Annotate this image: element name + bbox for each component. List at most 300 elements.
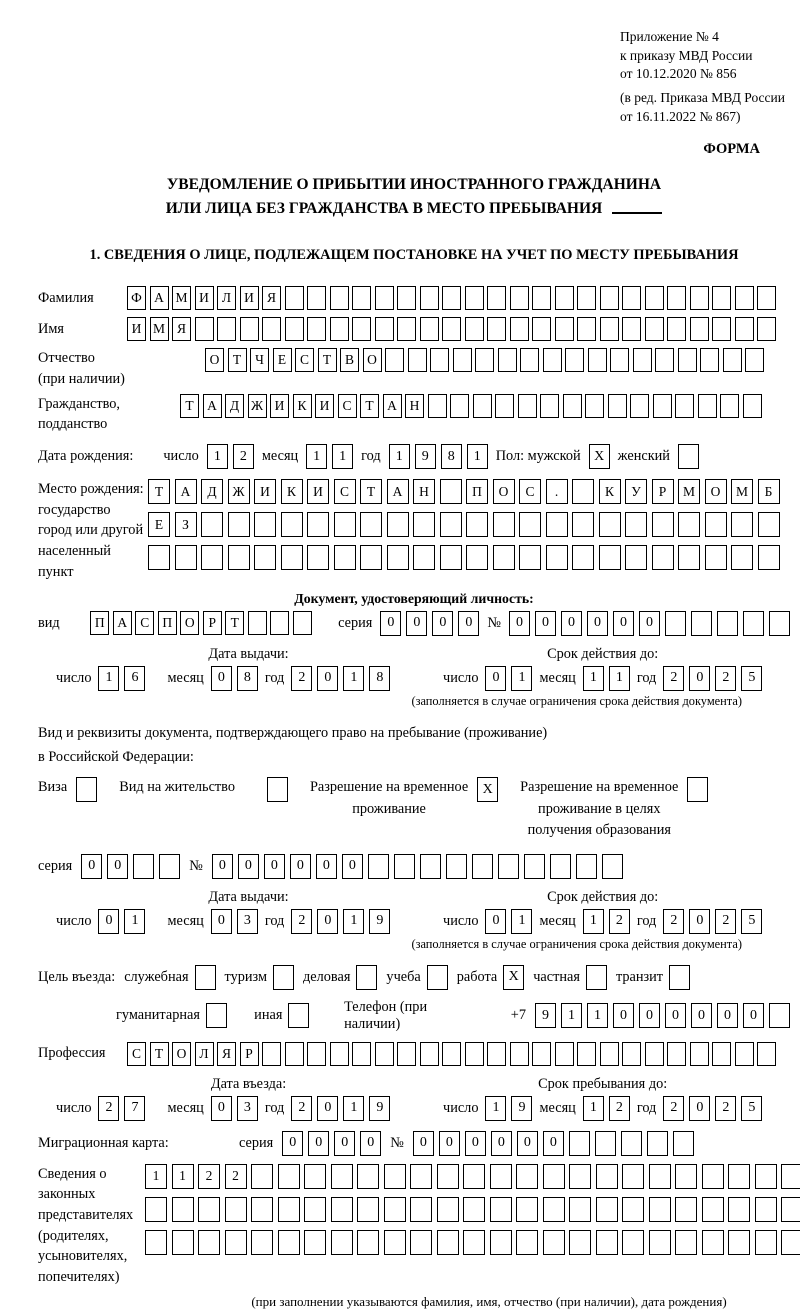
char-cell[interactable] [357,1230,379,1255]
stay-month-cells[interactable] [583,1096,630,1121]
char-cell[interactable] [410,1197,432,1222]
char-cell[interactable] [254,512,276,537]
char-cell[interactable] [543,1164,565,1189]
visa-checkbox[interactable] [76,777,97,802]
char-cell[interactable] [621,1131,642,1156]
char-cell[interactable] [440,545,462,570]
char-cell[interactable] [198,1230,220,1255]
char-cell[interactable]: 9 [511,1096,532,1121]
char-cell[interactable] [572,479,594,504]
char-cell[interactable] [532,1042,551,1066]
char-cell[interactable] [466,545,488,570]
char-cell[interactable]: П [158,611,177,635]
char-cell[interactable]: 3 [237,909,258,934]
char-cell[interactable]: 2 [291,909,312,934]
char-cell[interactable] [745,348,764,372]
char-cell[interactable] [285,286,304,310]
char-cell[interactable]: 0 [432,611,453,636]
char-cell[interactable] [678,512,700,537]
char-cell[interactable]: 2 [609,1096,630,1121]
char-cell[interactable] [228,545,250,570]
char-cell[interactable]: 3 [237,1096,258,1121]
char-cell[interactable]: П [466,479,488,504]
char-cell[interactable]: 0 [308,1131,329,1156]
char-cell[interactable] [356,965,377,990]
char-cell[interactable] [769,611,790,636]
representatives-cells-row1[interactable] [145,1164,800,1189]
char-cell[interactable]: Н [413,479,435,504]
char-cell[interactable] [387,512,409,537]
char-cell[interactable] [622,1197,644,1222]
char-cell[interactable] [569,1131,590,1156]
char-cell[interactable] [705,545,727,570]
char-cell[interactable] [758,512,780,537]
char-cell[interactable] [510,286,529,310]
char-cell[interactable] [487,1042,506,1066]
char-cell[interactable] [217,317,236,341]
sex-male-checkbox[interactable] [589,444,610,469]
char-cell[interactable]: Р [203,611,222,635]
purpose-chastnaya-checkbox[interactable] [586,965,607,990]
char-cell[interactable] [586,965,607,990]
char-cell[interactable] [397,286,416,310]
char-cell[interactable] [743,611,764,636]
residence-valid-month-cells[interactable] [583,909,630,934]
char-cell[interactable] [675,1164,697,1189]
char-cell[interactable] [665,611,686,636]
doc-number-cells[interactable] [509,611,790,636]
char-cell[interactable] [712,286,731,310]
char-cell[interactable] [723,348,742,372]
char-cell[interactable]: А [150,286,169,310]
char-cell[interactable]: Р [240,1042,259,1066]
entry-year-cells[interactable] [291,1096,390,1121]
char-cell[interactable] [705,512,727,537]
char-cell[interactable] [442,317,461,341]
char-cell[interactable] [420,1042,439,1066]
char-cell[interactable] [599,545,621,570]
char-cell[interactable]: 0 [743,1003,764,1028]
doc-kind-cells[interactable] [90,611,312,635]
char-cell[interactable] [518,394,537,418]
char-cell[interactable] [673,1131,694,1156]
char-cell[interactable] [410,1164,432,1189]
char-cell[interactable] [698,394,717,418]
char-cell[interactable] [248,611,267,635]
char-cell[interactable] [330,1042,349,1066]
identity-issue-month-cells[interactable] [211,666,258,691]
char-cell[interactable]: 0 [360,1131,381,1156]
char-cell[interactable] [262,317,281,341]
birth-place-cells-row2[interactable] [148,512,780,537]
birth-month-cells[interactable] [306,444,353,469]
char-cell[interactable] [201,512,223,537]
char-cell[interactable]: 0 [689,666,710,691]
char-cell[interactable] [622,1230,644,1255]
char-cell[interactable]: 0 [81,854,102,879]
char-cell[interactable] [585,394,604,418]
char-cell[interactable] [675,1230,697,1255]
edu-permit-checkbox[interactable] [687,777,708,802]
char-cell[interactable]: 9 [369,1096,390,1121]
residence-valid-year-cells[interactable] [663,909,762,934]
char-cell[interactable]: 0 [290,854,311,879]
char-cell[interactable]: 1 [172,1164,194,1189]
char-cell[interactable]: И [195,286,214,310]
char-cell[interactable] [569,1230,591,1255]
char-cell[interactable]: 1 [343,909,364,934]
char-cell[interactable]: С [519,479,541,504]
char-cell[interactable] [510,317,529,341]
char-cell[interactable]: 1 [583,1096,604,1121]
char-cell[interactable] [225,1197,247,1222]
char-cell[interactable]: 0 [689,1096,710,1121]
char-cell[interactable] [437,1164,459,1189]
char-cell[interactable] [493,545,515,570]
char-cell[interactable] [397,317,416,341]
profession-cells[interactable] [127,1042,776,1066]
char-cell[interactable]: Я [172,317,191,341]
char-cell[interactable] [728,1164,750,1189]
char-cell[interactable] [228,512,250,537]
char-cell[interactable] [625,545,647,570]
char-cell[interactable] [490,1164,512,1189]
char-cell[interactable] [720,394,739,418]
char-cell[interactable]: 1 [467,444,488,469]
char-cell[interactable] [334,545,356,570]
char-cell[interactable] [645,286,664,310]
char-cell[interactable]: Т [150,1042,169,1066]
given-name-cells[interactable] [127,317,776,341]
char-cell[interactable] [731,545,753,570]
char-cell[interactable] [569,1164,591,1189]
citizenship-cells[interactable] [180,394,762,418]
char-cell[interactable]: К [293,394,312,418]
char-cell[interactable] [596,1164,618,1189]
residence-valid-day-cells[interactable] [485,909,532,934]
residence-issue-month-cells[interactable] [211,909,258,934]
char-cell[interactable]: 0 [316,854,337,879]
char-cell[interactable]: О [205,348,224,372]
birth-day-cells[interactable] [207,444,254,469]
char-cell[interactable] [731,512,753,537]
char-cell[interactable] [519,545,541,570]
char-cell[interactable] [384,1164,406,1189]
char-cell[interactable] [543,1197,565,1222]
char-cell[interactable]: 0 [317,909,338,934]
char-cell[interactable]: 0 [613,1003,634,1028]
char-cell[interactable] [331,1197,353,1222]
char-cell[interactable] [285,1042,304,1066]
char-cell[interactable] [490,1197,512,1222]
stay-year-cells[interactable] [663,1096,762,1121]
char-cell[interactable] [251,1164,273,1189]
char-cell[interactable]: П [90,611,109,635]
char-cell[interactable] [543,348,562,372]
char-cell[interactable] [304,1164,326,1189]
char-cell[interactable]: 7 [124,1096,145,1121]
char-cell[interactable] [281,545,303,570]
char-cell[interactable] [281,512,303,537]
char-cell[interactable] [610,348,629,372]
char-cell[interactable] [262,1042,281,1066]
char-cell[interactable]: . [546,479,568,504]
char-cell[interactable]: Б [758,479,780,504]
char-cell[interactable]: К [281,479,303,504]
entry-month-cells[interactable] [211,1096,258,1121]
char-cell[interactable]: 1 [561,1003,582,1028]
char-cell[interactable] [728,1197,750,1222]
char-cell[interactable] [516,1164,538,1189]
char-cell[interactable]: 0 [517,1131,538,1156]
char-cell[interactable] [675,1197,697,1222]
char-cell[interactable]: М [150,317,169,341]
char-cell[interactable] [596,1197,618,1222]
char-cell[interactable] [384,1197,406,1222]
char-cell[interactable] [472,854,493,879]
residence-permit-checkbox[interactable] [267,777,288,802]
char-cell[interactable]: О [493,479,515,504]
char-cell[interactable]: С [338,394,357,418]
char-cell[interactable]: 1 [343,1096,364,1121]
char-cell[interactable]: Т [228,348,247,372]
char-cell[interactable]: Ч [250,348,269,372]
char-cell[interactable] [520,348,539,372]
char-cell[interactable] [645,317,664,341]
stay-day-cells[interactable] [485,1096,532,1121]
char-cell[interactable]: Л [195,1042,214,1066]
char-cell[interactable] [516,1230,538,1255]
char-cell[interactable]: Т [148,479,170,504]
char-cell[interactable] [728,1230,750,1255]
char-cell[interactable]: 0 [509,611,530,636]
char-cell[interactable]: М [731,479,753,504]
char-cell[interactable]: 0 [587,611,608,636]
char-cell[interactable] [600,317,619,341]
char-cell[interactable] [555,1042,574,1066]
char-cell[interactable] [555,317,574,341]
char-cell[interactable] [490,1230,512,1255]
identity-valid-day-cells[interactable] [485,666,532,691]
char-cell[interactable]: И [127,317,146,341]
char-cell[interactable]: 2 [663,666,684,691]
char-cell[interactable] [735,286,754,310]
char-cell[interactable] [304,1197,326,1222]
char-cell[interactable]: 1 [145,1164,167,1189]
char-cell[interactable]: С [295,348,314,372]
char-cell[interactable] [251,1197,273,1222]
char-cell[interactable] [577,286,596,310]
char-cell[interactable] [602,854,623,879]
purpose-ucheba-checkbox[interactable] [427,965,448,990]
char-cell[interactable] [330,317,349,341]
char-cell[interactable]: Я [262,286,281,310]
char-cell[interactable] [473,394,492,418]
char-cell[interactable]: Ж [228,479,250,504]
char-cell[interactable] [487,286,506,310]
char-cell[interactable]: В [340,348,359,372]
representatives-cells-row2[interactable] [145,1197,800,1222]
char-cell[interactable] [440,512,462,537]
char-cell[interactable]: 0 [485,666,506,691]
char-cell[interactable] [498,854,519,879]
char-cell[interactable] [690,1042,709,1066]
char-cell[interactable] [543,1230,565,1255]
char-cell[interactable] [625,512,647,537]
char-cell[interactable] [487,317,506,341]
char-cell[interactable]: У [625,479,647,504]
char-cell[interactable] [360,545,382,570]
char-cell[interactable]: Т [360,394,379,418]
char-cell[interactable]: 0 [543,1131,564,1156]
identity-issue-day-cells[interactable] [98,666,145,691]
char-cell[interactable] [712,1042,731,1066]
char-cell[interactable] [781,1164,800,1189]
char-cell[interactable]: О [172,1042,191,1066]
char-cell[interactable]: И [240,286,259,310]
char-cell[interactable]: Р [652,479,674,504]
char-cell[interactable]: 0 [458,611,479,636]
char-cell[interactable]: И [254,479,276,504]
char-cell[interactable] [600,286,619,310]
patronymic-cells[interactable] [205,348,764,372]
char-cell[interactable]: О [705,479,727,504]
char-cell[interactable] [622,286,641,310]
char-cell[interactable] [240,317,259,341]
char-cell[interactable]: 0 [465,1131,486,1156]
char-cell[interactable] [691,611,712,636]
char-cell[interactable] [652,545,674,570]
char-cell[interactable] [743,394,762,418]
char-cell[interactable]: 8 [369,666,390,691]
char-cell[interactable] [516,1197,538,1222]
char-cell[interactable] [288,1003,309,1028]
char-cell[interactable] [463,1197,485,1222]
char-cell[interactable] [690,317,709,341]
char-cell[interactable]: 1 [583,666,604,691]
char-cell[interactable] [622,1164,644,1189]
char-cell[interactable]: 1 [511,909,532,934]
char-cell[interactable]: 0 [264,854,285,879]
char-cell[interactable]: 0 [317,666,338,691]
char-cell[interactable]: С [127,1042,146,1066]
migration-number-cells[interactable] [413,1131,694,1156]
char-cell[interactable] [465,317,484,341]
char-cell[interactable] [413,545,435,570]
char-cell[interactable] [148,545,170,570]
char-cell[interactable]: 1 [332,444,353,469]
char-cell[interactable] [251,1230,273,1255]
char-cell[interactable] [540,394,559,418]
char-cell[interactable] [653,394,672,418]
char-cell[interactable]: И [270,394,289,418]
char-cell[interactable] [394,854,415,879]
char-cell[interactable]: С [334,479,356,504]
char-cell[interactable] [352,286,371,310]
char-cell[interactable] [420,854,441,879]
char-cell[interactable]: 2 [663,909,684,934]
purpose-inaya-checkbox[interactable] [288,1003,309,1028]
char-cell[interactable] [667,1042,686,1066]
char-cell[interactable] [397,1042,416,1066]
char-cell[interactable] [428,394,447,418]
char-cell[interactable]: 0 [282,1131,303,1156]
char-cell[interactable]: Т [360,479,382,504]
char-cell[interactable] [755,1164,777,1189]
char-cell[interactable]: 6 [124,666,145,691]
char-cell[interactable]: С [135,611,154,635]
char-cell[interactable] [757,286,776,310]
char-cell[interactable] [172,1197,194,1222]
char-cell[interactable]: Д [201,479,223,504]
char-cell[interactable]: А [383,394,402,418]
char-cell[interactable] [655,348,674,372]
char-cell[interactable]: 9 [535,1003,556,1028]
char-cell[interactable] [596,1230,618,1255]
char-cell[interactable] [649,1164,671,1189]
char-cell[interactable] [675,394,694,418]
char-cell[interactable] [599,512,621,537]
char-cell[interactable]: 0 [211,666,232,691]
char-cell[interactable] [576,854,597,879]
migration-series-cells[interactable] [282,1131,381,1156]
char-cell[interactable] [532,286,551,310]
char-cell[interactable] [195,317,214,341]
purpose-turizm-checkbox[interactable] [273,965,294,990]
char-cell[interactable] [145,1197,167,1222]
char-cell[interactable]: Ф [127,286,146,310]
char-cell[interactable] [687,777,708,802]
residence-series-cells[interactable] [81,854,180,879]
char-cell[interactable] [758,545,780,570]
identity-valid-month-cells[interactable] [583,666,630,691]
char-cell[interactable] [465,1042,484,1066]
surname-cells[interactable] [127,286,776,310]
char-cell[interactable]: X [477,777,498,802]
phone-cells[interactable] [535,1003,790,1028]
char-cell[interactable]: 0 [211,1096,232,1121]
char-cell[interactable]: 2 [663,1096,684,1121]
char-cell[interactable] [360,512,382,537]
char-cell[interactable]: Е [148,512,170,537]
residence-number-cells[interactable] [212,854,623,879]
char-cell[interactable] [475,348,494,372]
char-cell[interactable] [357,1164,379,1189]
char-cell[interactable]: 0 [613,611,634,636]
char-cell[interactable]: Ж [248,394,267,418]
residence-issue-year-cells[interactable] [291,909,390,934]
char-cell[interactable] [334,512,356,537]
char-cell[interactable] [630,394,649,418]
char-cell[interactable] [440,479,462,504]
char-cell[interactable] [735,1042,754,1066]
birth-place-cells-row1[interactable] [148,479,780,504]
char-cell[interactable] [201,545,223,570]
char-cell[interactable] [781,1197,800,1222]
char-cell[interactable]: 1 [485,1096,506,1121]
char-cell[interactable] [532,317,551,341]
char-cell[interactable] [285,317,304,341]
char-cell[interactable]: О [363,348,382,372]
char-cell[interactable] [678,545,700,570]
char-cell[interactable]: З [175,512,197,537]
char-cell[interactable] [175,545,197,570]
char-cell[interactable]: И [315,394,334,418]
char-cell[interactable] [702,1230,724,1255]
char-cell[interactable]: 1 [124,909,145,934]
char-cell[interactable] [633,348,652,372]
char-cell[interactable]: Т [318,348,337,372]
